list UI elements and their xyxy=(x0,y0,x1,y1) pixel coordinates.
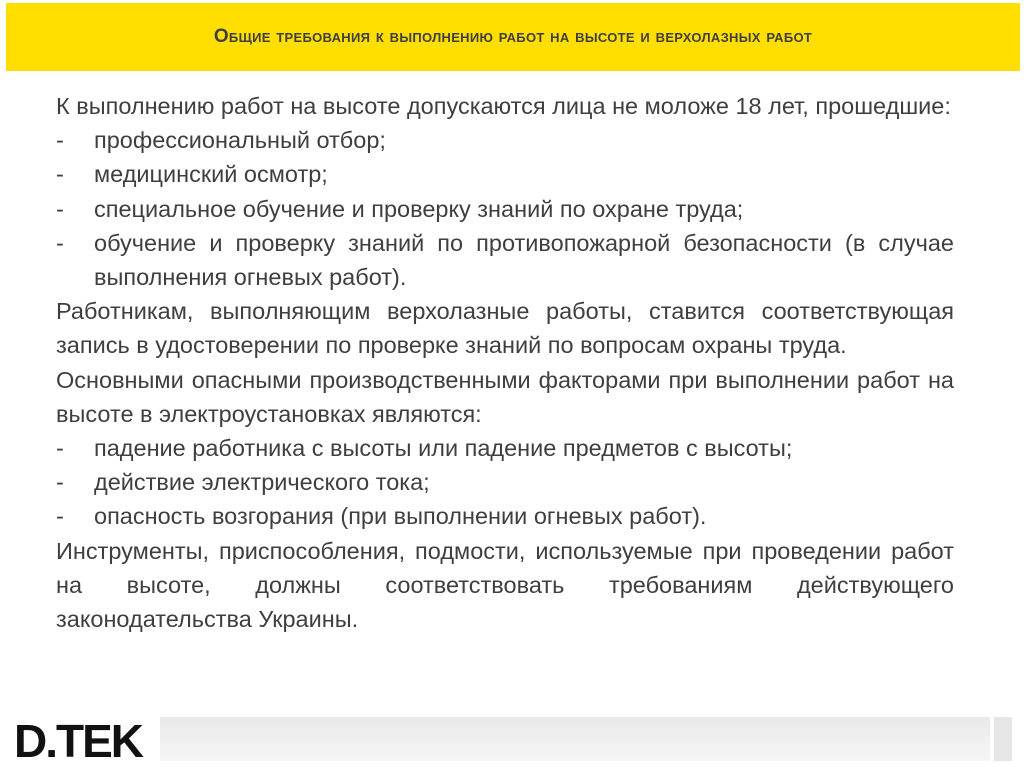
list-item xyxy=(56,431,954,465)
list-item-text: опасность возгорания (при выполнении огневых работ). xyxy=(94,503,707,530)
bullet-dash: - xyxy=(56,469,64,496)
list-item-text: обучение и проверку знаний по противопожарной безопасности (в случае выполнения огневых работ). xyxy=(94,229,954,291)
list-item-text: профессиональный отбор; xyxy=(94,127,386,154)
logo-text: D.TEK xyxy=(14,715,142,763)
list-item xyxy=(56,499,954,533)
footer-bar xyxy=(160,717,990,761)
list-item-text: специальное обучение и проверку знаний по охране труда; xyxy=(94,195,744,222)
list-item xyxy=(56,465,954,499)
page-title: Общие требования к выполнению работ на высоте и верхолазных работ xyxy=(213,26,813,47)
list-item-text: падение работника с высоты или падение предметов с высоты; xyxy=(94,435,793,462)
list-item xyxy=(56,157,954,191)
hazards-paragraph: Основными опасными производственными факторами при выполнении работ на высоте в электроустановках являются: xyxy=(56,366,954,427)
bullet-dash: - xyxy=(56,127,64,154)
title-banner xyxy=(6,3,1020,71)
slide-body xyxy=(56,89,954,636)
bullet-dash: - xyxy=(56,229,64,256)
list-item-text: действие электрического тока; xyxy=(94,469,430,496)
bullet-dash: - xyxy=(56,161,64,188)
bullet-dash: - xyxy=(56,195,64,222)
list-item-text: медицинский осмотр; xyxy=(94,161,328,188)
list-item xyxy=(56,192,954,226)
bullet-dash: - xyxy=(56,503,64,530)
tools-paragraph: Инструменты, приспособления, подмости, используемые при проведении работ на высоте, должны соответствовать требованиям действующего законодательства Украины. xyxy=(56,537,954,633)
bullet-dash: - xyxy=(56,435,64,462)
list-item xyxy=(56,226,954,294)
workers-paragraph: Работникам, выполняющим верхолазные работы, ставится соответствующая запись в удостоверении по проверке знаний по вопросам охраны труда. xyxy=(56,298,954,359)
intro-paragraph: К выполнению работ на высоте допускаются лица не моложе 18 лет, прошедшие: xyxy=(56,93,951,119)
list-item xyxy=(56,123,954,157)
dtek-logo-icon xyxy=(12,713,152,763)
footer-bar-end xyxy=(994,717,1012,761)
